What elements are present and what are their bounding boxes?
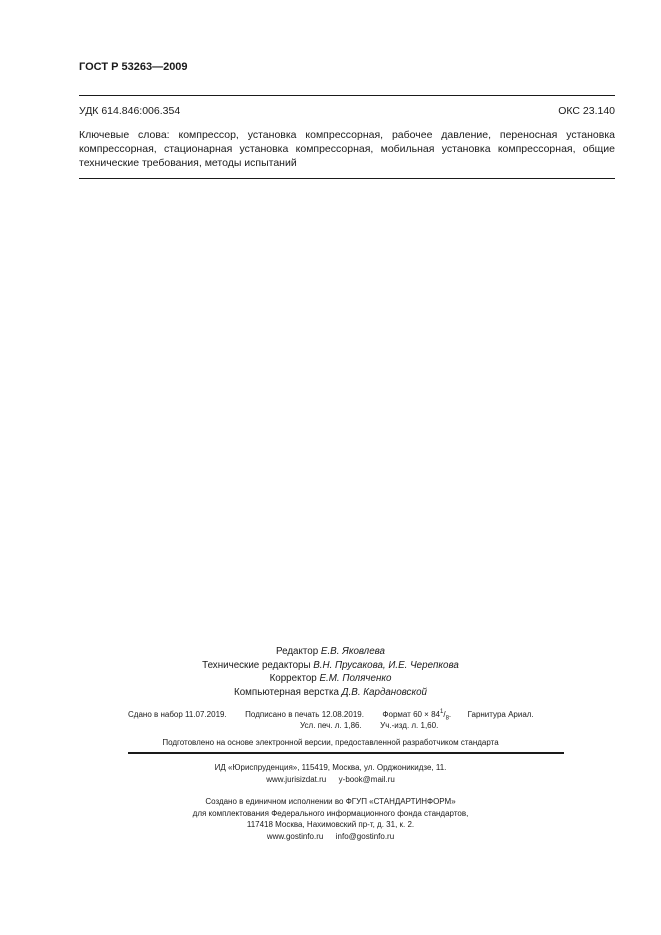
pub-sheets: Уч.-изд. л. 1,60. bbox=[380, 721, 439, 730]
paper-format bbox=[382, 709, 451, 721]
layout-line bbox=[0, 686, 661, 700]
staff-credits bbox=[0, 645, 661, 699]
publisher-info bbox=[0, 762, 661, 785]
printer-line-3: 117418 Москва, Нахимовский пр-т, д. 31, к. 2. bbox=[246, 820, 415, 829]
corrector-line bbox=[0, 672, 661, 686]
keywords-block bbox=[79, 128, 615, 170]
printer-line-1: Создано в единичном исполнении во ФГУП «СТАНДАРТИНФОРМ» bbox=[205, 797, 456, 806]
tech-editors-name: В.Н. Прусакова, И.Е. Черепкова bbox=[313, 659, 459, 671]
publisher-email-link[interactable]: y-book@mail.ru bbox=[338, 774, 395, 784]
editor-name: Е.В. Яковлева bbox=[320, 646, 386, 657]
format-slash: / bbox=[443, 709, 446, 719]
printer-contacts bbox=[0, 831, 661, 843]
keywords-line-3: технические требования, методы испытаний bbox=[79, 157, 297, 169]
keywords-line-2: компрессорная, стационарная установка компрессорная, мобильная установка компрессорная, общие bbox=[79, 143, 615, 155]
footer-rule bbox=[128, 752, 564, 754]
printer-info bbox=[0, 796, 661, 842]
signed-date: Подписано в печать 12.08.2019. bbox=[245, 709, 364, 719]
publisher-address: ИД «Юриспруденция», 115419, Москва, ул. Орджоникидзе, 11. bbox=[214, 763, 447, 772]
layout-label: Компьютерная верстка bbox=[234, 686, 339, 698]
print-sheets: Усл. печ. л. 1,86. bbox=[300, 721, 362, 730]
keywords-rule bbox=[79, 178, 615, 179]
printer-site-link[interactable]: www.gostinfo.ru bbox=[266, 831, 324, 841]
editor-label: Редактор bbox=[275, 646, 319, 657]
tech-editors-label: Технические редакторы bbox=[202, 659, 311, 671]
sheets-row bbox=[300, 721, 438, 730]
printer-line-2: для комплектования Федерального информационного фонда стандартов, bbox=[192, 808, 469, 818]
printer-email-link[interactable]: info@gostinfo.ru bbox=[335, 831, 395, 841]
typeface: Гарнитура Ариал. bbox=[467, 709, 534, 719]
publisher-site-link[interactable]: www.jurisizdat.ru bbox=[266, 774, 327, 784]
corrector-name: Е.М. Поляченко bbox=[319, 673, 392, 684]
publisher-contacts bbox=[0, 774, 661, 786]
format-sub: 8 bbox=[445, 715, 449, 722]
layout-name: Д.В. Кардановской bbox=[341, 686, 427, 698]
format-sup: 1 bbox=[439, 709, 444, 715]
oks-code: ОКС 23.140 bbox=[558, 105, 615, 117]
format-prefix: Формат 60 × 84 bbox=[382, 709, 440, 719]
standard-code: ГОСТ Р 53263—2009 bbox=[79, 61, 188, 73]
header-rule bbox=[79, 95, 615, 96]
format-suffix: . bbox=[448, 709, 452, 719]
udk-code: УДК 614.846:006.354 bbox=[79, 105, 181, 117]
tech-editors-line bbox=[0, 659, 661, 673]
print-info-row bbox=[128, 709, 534, 721]
prepared-note: Подготовлено на основе электронной версии, предоставленной разработчиком стандарта bbox=[162, 738, 499, 747]
editor-line bbox=[0, 645, 661, 659]
submitted-date: Сдано в набор 11.07.2019. bbox=[128, 709, 227, 719]
corrector-label: Корректор bbox=[269, 673, 317, 684]
keywords-line-1: Ключевые слова: компрессор, установка компрессорная, рабочее давление, переносная установка bbox=[79, 129, 615, 141]
